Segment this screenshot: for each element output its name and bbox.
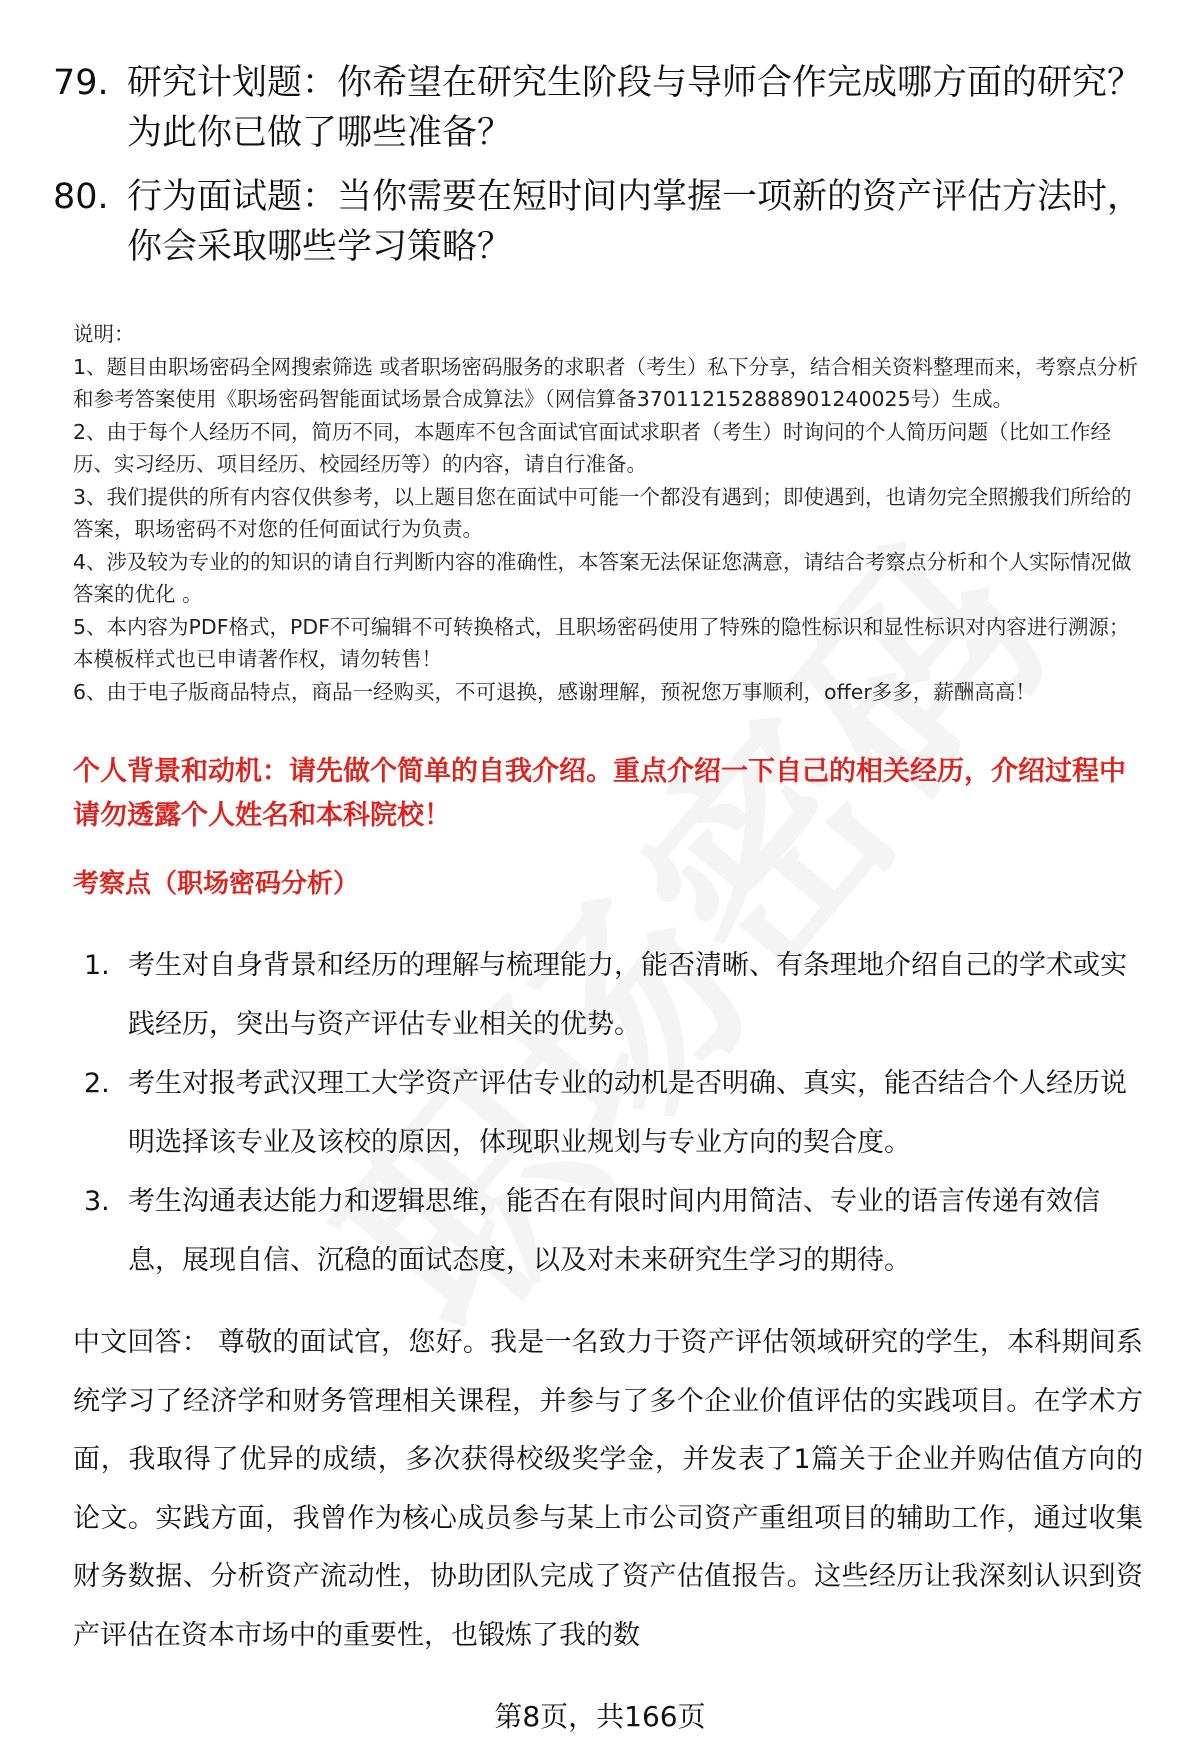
question-80 xyxy=(53,172,1143,272)
analysis-point xyxy=(80,936,1140,1054)
answer-text: 中文回答： 尊敬的面试官，您好。我是一名致力于资产评估领域研究的学生，本科期间系统学习了经济学和财务管理相关课程，并参与了多个企业价值评估的实践项目。在学术方面，我取得了优异的成绩，多次获得校级奖学金，并发表了1篇关于企业并购估值方向的论文。实践方面，我曾作为核心成员参与某上市公司资产重组项目的辅助工作，通过收集财务数据、分析资产流动性，协助团队完成了资产估值报告。这些经历让我深刻认识到资产评估在资本市场中的重要性，也锻炼了我的数 xyxy=(73,1327,1143,1651)
note-item: 6、由于电子版商品特点，商品一经购买，不可退换，感谢理解，预祝您万事顺利，offer多多，薪酬高高！ xyxy=(73,679,1036,704)
point-text: 考生对报考武汉理工大学资产评估专业的动机是否明确、真实，能否结合个人经历说明选择该专业及该校的原因，体现职业规划与专业方向的契合度。 xyxy=(128,1068,1127,1158)
point-number: 1. xyxy=(84,950,110,981)
analysis-title: 考察点（职场密码分析） xyxy=(73,869,360,899)
question-text: 行为面试题：当你需要在短时间内掌握一项新的资产评估方法时，你会采取哪些学习策略？ xyxy=(127,177,1143,267)
note-item: 4、涉及较为专业的的知识的请自行判断内容的准确性，本答案无法保证您满意，请结合考察点分析和个人实际情况做答案的优化 。 xyxy=(73,549,1132,606)
point-number: 3. xyxy=(84,1186,110,1217)
notes-section xyxy=(73,318,1148,708)
point-number: 2. xyxy=(84,1068,110,1099)
note-item: 3、我们提供的所有内容仅供参考，以上题目您在面试中可能一个都没有遇到；即使遇到，也请勿完全照搬我们所给的答案，职场密码不对您的任何面试行为负责。 xyxy=(73,484,1132,541)
analysis-points xyxy=(80,936,1140,1290)
notes-title: 说明： xyxy=(73,322,135,346)
analysis-point xyxy=(80,1054,1140,1172)
note-item: 1、题目由职场密码全网搜索筛选 或者职场密码服务的求职者（考生）私下分享，结合相关资料整理而来，考察点分析和参考答案使用《职场密码智能面试场景合成算法》（网信算备370112152888901240025号）生成。 xyxy=(73,354,1139,411)
question-number: 79. xyxy=(53,63,109,103)
question-number: 80. xyxy=(53,177,109,217)
section-title: 个人背景和动机：请先做个简单的自我介绍。重点介绍一下自己的相关经历，介绍过程中请勿透露个人姓名和本科院校！ xyxy=(73,756,1126,831)
point-text: 考生对自身背景和经历的理解与梳理能力，能否清晰、有条理地介绍自己的学术或实践经历，突出与资产评估专业相关的优势。 xyxy=(128,950,1127,1040)
analysis-point xyxy=(80,1172,1140,1290)
note-item: 2、由于每个人经历不同，简历不同，本题库不包含面试官面试求职者（考生）时询问的个人简历问题（比如工作经历、实习经历、项目经历、校园经历等）的内容，请自行准备。 xyxy=(73,419,1112,476)
question-79 xyxy=(53,58,1143,158)
question-text: 研究计划题：你希望在研究生阶段与导师合作完成哪方面的研究？为此你已做了哪些准备？ xyxy=(127,63,1143,153)
page-footer: 第8页，共166页 xyxy=(494,1700,706,1733)
note-item: 5、本内容为PDF格式，PDF不可编辑不可转换格式，且职场密码使用了特殊的隐性标识和显性标识对内容进行溯源；本模板样式也已申请著作权，请勿转售！ xyxy=(73,614,1130,671)
point-text: 考生沟通表达能力和逻辑思维，能否在有限时间内用简洁、专业的语言传递有效信息，展现自信、沉稳的面试态度，以及对未来研究生学习的期待。 xyxy=(128,1186,1100,1276)
